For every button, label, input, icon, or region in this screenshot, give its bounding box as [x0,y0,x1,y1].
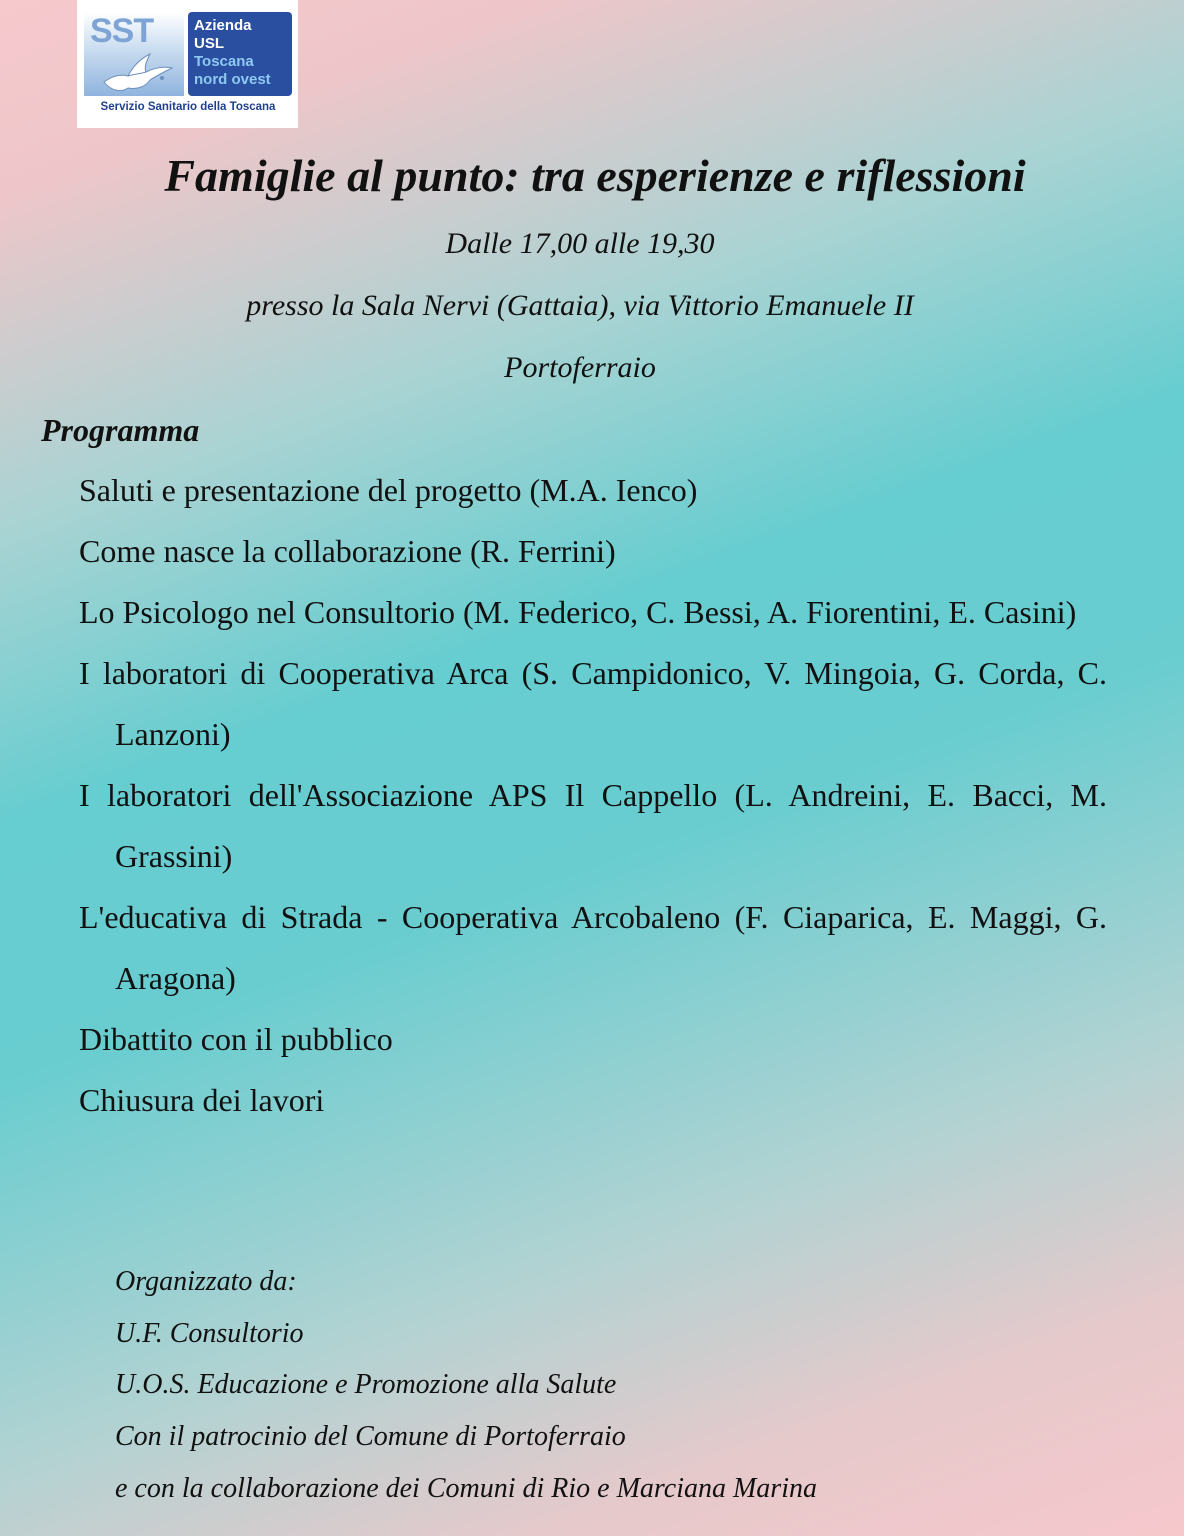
logo-azienda-text: Azienda [194,17,252,34]
program-heading: Programma [41,412,200,448]
event-time: Dalle 17,00 alle 19,30 [445,227,715,260]
event-city: Portoferraio [504,351,656,384]
program-item: Dibattito con il pubblico [79,1021,393,1057]
program-item: I laboratori dell'Associazione APS Il Cappello (L. Andreini, E. Bacci, M. Grassini) [79,777,1107,874]
sst-logo [77,0,298,128]
program-item: I laboratori di Cooperativa Arca (S. Campidonico, V. Mingoia, G. Corda, C. Lanzoni) [79,655,1107,752]
program-item: Lo Psicologo nel Consultorio (M. Federico, C. Bessi, A. Fiorentini, E. Casini) [79,594,1077,630]
patronage-line: Con il patrocinio del Comune di Portoferraio [115,1421,626,1453]
logo-usl-text: USL [194,35,224,52]
event-title: Famiglie al punto: tra esperienze e riflessioni [164,150,1026,201]
logo-caption: Servizio Sanitario della Toscana [100,101,276,113]
logo-azienda-box [188,12,292,96]
organizer-line: U.F. Consultorio [115,1317,304,1349]
organizers-heading: Organizzato da: [115,1266,297,1297]
logo-nord-ovest-text: nord ovest [194,71,271,88]
program-item: L'educativa di Strada - Cooperativa Arcobaleno (F. Ciaparica, E. Maggi, G. Aragona) [79,899,1107,996]
collaboration-line: e con la collaborazione dei Comuni di Rio e Marciana Marina [115,1472,817,1504]
pegasus-icon [98,48,178,94]
logo-toscana-text: Toscana [194,53,254,70]
logo-emblem [84,12,184,96]
program-item: Saluti e presentazione del progetto (M.A. Ienco) [79,472,698,508]
event-venue: presso la Sala Nervi (Gattaia), via Vittorio Emanuele II [246,289,914,322]
organizers-block [115,1256,1115,1515]
program-list [79,460,1107,1131]
program-item: Chiusura dei lavori [79,1082,325,1118]
program-item: Come nasce la collaborazione (R. Ferrini) [79,533,616,569]
organizer-line: U.O.S. Educazione e Promozione alla Salute [115,1369,617,1401]
logo-sst-text: SST [90,12,154,50]
